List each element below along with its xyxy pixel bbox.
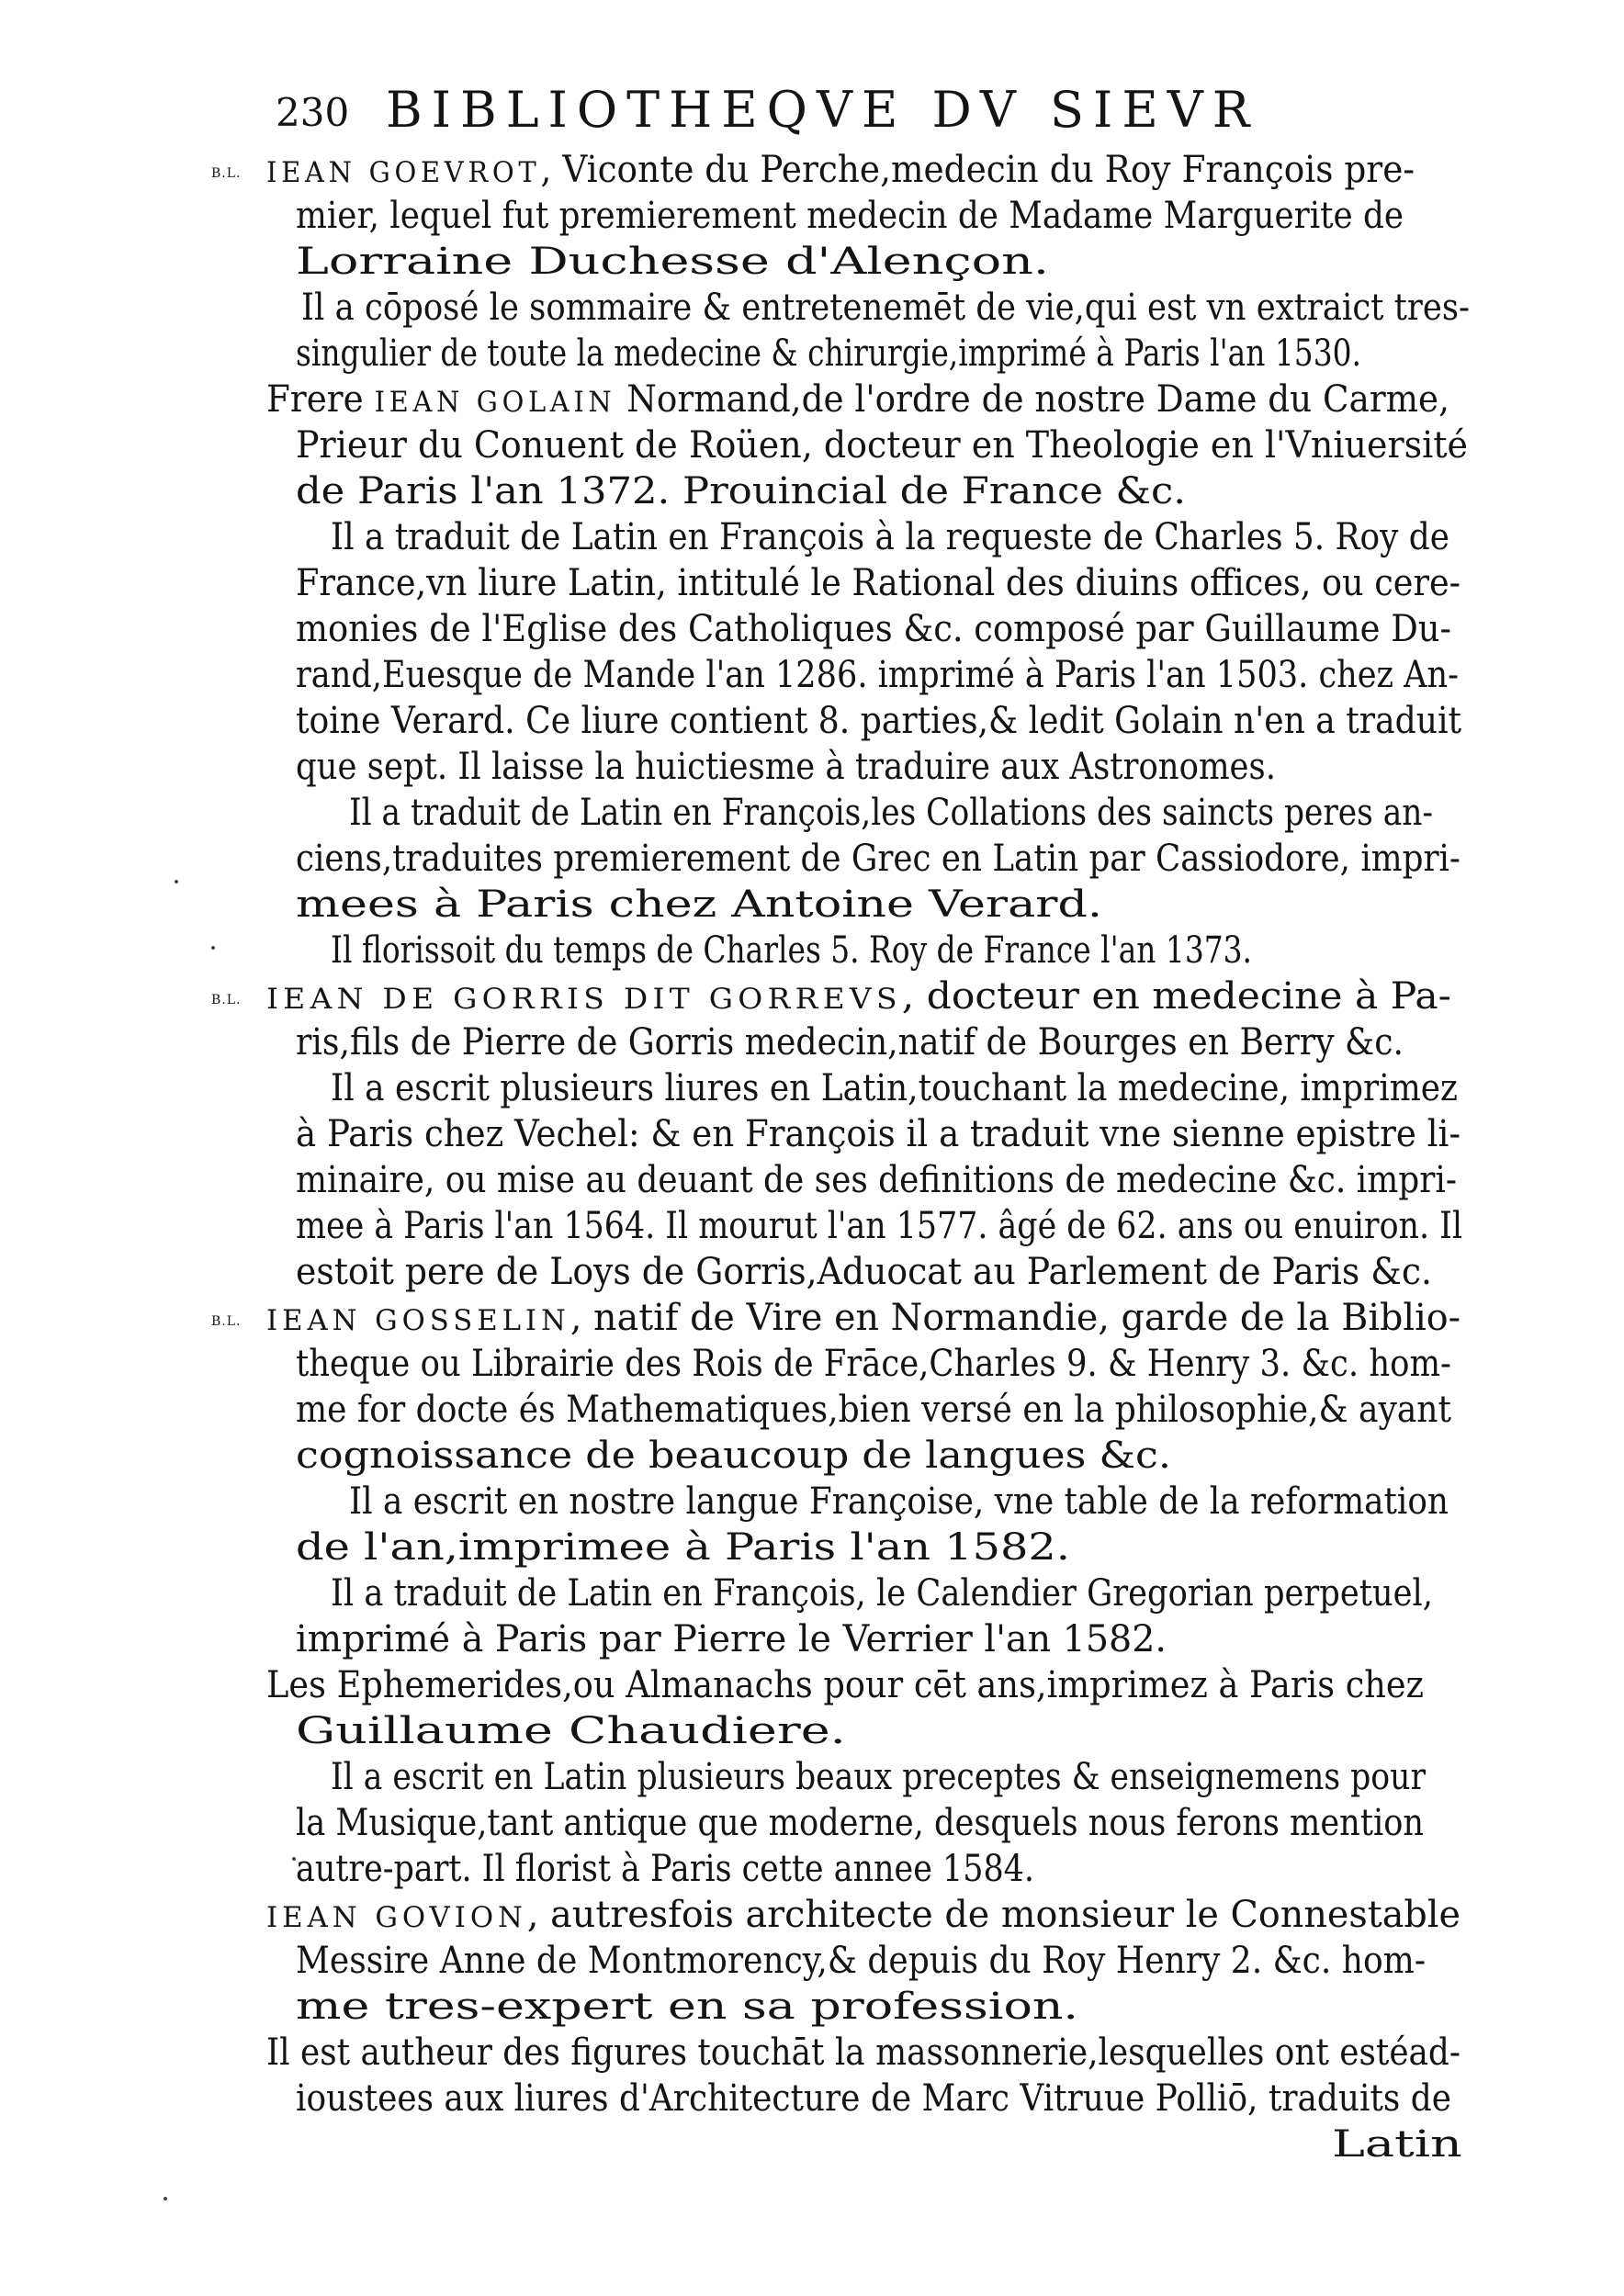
line-text — [296, 882, 1102, 928]
line-text — [296, 560, 1460, 606]
text-run: la Musique,tant antique que moderne, desquels nous ferons mention — [296, 1802, 1424, 1844]
line-text — [296, 1800, 1424, 1846]
line-text — [296, 1616, 1167, 1662]
entry-name: IEAN GOEVROT — [266, 156, 541, 189]
text-run: de Paris l'an 1372. Prouincial de France &c. — [296, 470, 1186, 512]
text-line — [266, 2076, 1460, 2122]
text-run: mees à Paris chez Antoine Verard. — [296, 884, 1102, 926]
text-line — [266, 836, 1460, 882]
text-line — [266, 1938, 1460, 1984]
text-run: theque ou Librairie des Rois de Frāce,Charles 9. & Henry 3. &c. hom- — [296, 1343, 1451, 1385]
text-run: mee à Paris l'an 1564. Il mourut l'an 1577. âgé de 62. ans ou enuiron. Il — [296, 1205, 1462, 1247]
line-text — [331, 514, 1449, 560]
text-run: me for docte és Mathematiques,bien versé en la philosophie,& ayant — [296, 1389, 1451, 1431]
text-run: Il a traduit de Latin en François à la requeste de Charles 5. Roy de — [331, 516, 1449, 558]
text-run: , natif de Vire en Normandie, garde de la Biblio- — [570, 1297, 1460, 1339]
text-run: Il a cōposé le sommaire & entretenemēt de vie,qui est vn extraict tres- — [301, 287, 1470, 329]
entry-name: IEAN DE GORRIS DIT GORREVS — [266, 983, 902, 1016]
text-line — [266, 1249, 1460, 1295]
line-text — [296, 193, 1404, 239]
line-text — [296, 1019, 1404, 1065]
text-line — [266, 1065, 1460, 1111]
text-run: que sept. Il laisse la huictiesme à traduire aux Astronomes. — [296, 746, 1276, 788]
text-run: me tres-expert en sa profession. — [296, 1986, 1078, 2028]
text-block — [211, 147, 1470, 2177]
line-text — [296, 1157, 1457, 1203]
line-text — [301, 285, 1470, 331]
text-line — [266, 1157, 1460, 1203]
line-text — [296, 331, 1361, 377]
text-line — [211, 974, 1460, 1019]
text-run: estoit pere de Loys de Gorris,Aduocat au Parlement de Paris &c. — [296, 1251, 1432, 1293]
text-run: Il a traduit de Latin en François, le Calendier Gregorian perpetuel, — [331, 1572, 1433, 1615]
text-line — [266, 882, 1460, 928]
line-text — [296, 2076, 1451, 2122]
marginal-mark: B.L. — [211, 993, 242, 1007]
text-line — [211, 1295, 1460, 1341]
text-line — [266, 1341, 1460, 1387]
text-line — [266, 193, 1460, 239]
text-run: minaire, ou mise au deuant de ses definitions de medecine &c. impri- — [296, 1159, 1457, 1201]
text-line — [266, 239, 1460, 285]
page-number: 230 — [276, 90, 350, 135]
text-run: rand,Euesque de Mande l'an 1286. imprimé à Paris l'an 1503. chez An- — [296, 654, 1459, 696]
text-line — [266, 377, 1460, 422]
line-text — [296, 1525, 1070, 1570]
text-line — [266, 1479, 1460, 1525]
text-line — [266, 1708, 1460, 1754]
text-run: , Viconte du Perche,medecin du Roy François pre- — [540, 149, 1415, 191]
line-text — [296, 422, 1468, 468]
line-text — [296, 1846, 1034, 1892]
text-run: de l'an,imprimee à Paris l'an 1582. — [296, 1526, 1070, 1569]
text-run: mier, lequel fut premierement medecin de Madame Marguerite de — [296, 195, 1404, 237]
text-run: Normand,de l'ordre de nostre Dame du Carme, — [615, 378, 1449, 421]
text-run: Il a escrit en Latin plusieurs beaux preceptes & enseignemens pour — [331, 1756, 1426, 1798]
text-line — [211, 147, 1460, 193]
line-text — [296, 239, 1049, 285]
text-line — [266, 1570, 1460, 1616]
line-text — [296, 1938, 1426, 1984]
entry-name: IEAN GOLAIN — [374, 386, 616, 419]
text-run: singulier de toute la medecine & chirurgie,imprimé à Paris l'an 1530. — [296, 332, 1361, 375]
text-run: monies de l'Eglise des Catholiques &c. composé par Guillaume Du- — [296, 608, 1451, 650]
line-text — [296, 744, 1276, 790]
text-line — [266, 1387, 1460, 1433]
text-run: Prieur du Conuent de Roüen, docteur en Theologie en l'Vniuersité — [296, 424, 1468, 467]
line-text — [296, 1203, 1462, 1249]
text-line — [266, 468, 1460, 514]
line-text — [296, 698, 1461, 744]
text-run: ris,fils de Pierre de Gorris medecin,natif de Bourges en Berry &c. — [296, 1021, 1404, 1064]
line-text — [331, 1754, 1426, 1800]
text-run: ioustees aux liures d'Architecture de Marc Vitruue Polliō, traduits de — [296, 2077, 1451, 2120]
line-text — [296, 468, 1186, 514]
text-line — [266, 1019, 1460, 1065]
line-text — [331, 1570, 1433, 1616]
text-run: Il a escrit en nostre langue Françoise, vne table de la reformation — [349, 1480, 1449, 1523]
line-text — [296, 606, 1451, 652]
text-line — [266, 928, 1460, 974]
text-line — [266, 1662, 1460, 1708]
text-run: cognoissance de beaucoup de langues &c. — [296, 1435, 1171, 1477]
text-line — [266, 422, 1468, 468]
line-text — [296, 1111, 1460, 1157]
text-line — [266, 606, 1460, 652]
line-text — [296, 1249, 1432, 1295]
text-run: imprimé à Paris par Pierre le Verrier l'an 1582. — [296, 1618, 1167, 1660]
text-run: Les Ephemerides,ou Almanachs pour cēt ans,imprimez à Paris chez — [266, 1664, 1424, 1706]
line-text — [266, 147, 1415, 196]
line-text — [331, 1065, 1458, 1111]
marginal-mark: B.L. — [211, 166, 242, 181]
text-run: Guillaume Chaudiere. — [296, 1710, 846, 1752]
text-line — [266, 790, 1460, 836]
text-run: à Paris chez Vechel: & en François il a traduit vne sienne epistre li- — [296, 1113, 1460, 1155]
text-line — [266, 1525, 1460, 1570]
line-text — [266, 1295, 1460, 1344]
line-text — [266, 2030, 1460, 2076]
text-line — [266, 514, 1460, 560]
text-line — [266, 1616, 1460, 1662]
catchword — [266, 2122, 1460, 2177]
text-run: France,vn liure Latin, intitulé le Rational des diuins offices, ou cere- — [296, 562, 1460, 604]
text-line — [266, 1203, 1460, 1249]
text-run: Il a escrit plusieurs liures en Latin,touchant la medecine, imprimez — [331, 1067, 1458, 1109]
text-run: toine Verard. Ce liure contient 8. parties,& ledit Golain n'en a traduit — [296, 700, 1461, 742]
text-line — [266, 1846, 1460, 1892]
text-run: Il a traduit de Latin en François,les Collations des saincts peres an- — [349, 792, 1433, 834]
text-run: Lorraine Duchesse d'Alençon. — [296, 241, 1050, 283]
line-text — [296, 652, 1459, 698]
line-text — [296, 1433, 1171, 1479]
ink-speck — [164, 2197, 167, 2200]
line-text — [266, 1892, 1460, 1941]
line-text — [349, 790, 1433, 836]
text-line — [266, 285, 1470, 331]
text-run: Messire Anne de Montmorency,& depuis du Roy Henry 2. &c. hom- — [296, 1940, 1426, 1982]
text-line — [266, 1800, 1460, 1846]
text-run: ciens,traduites premierement de Grec en Latin par Cassiodore, impri- — [296, 838, 1460, 880]
text-run: Frere — [266, 378, 375, 421]
line-text — [296, 836, 1460, 882]
ink-speck — [211, 946, 215, 950]
text-line — [266, 744, 1460, 790]
entry-name: IEAN GOSSELIN — [266, 1304, 570, 1337]
text-run: autre-part. Il florist à Paris cette annee 1584. — [296, 1848, 1034, 1890]
text-line — [266, 560, 1460, 606]
text-run: Il est autheur des figures touchāt la massonnerie,lesquelles ont estéad- — [266, 2032, 1460, 2074]
text-line — [266, 1984, 1460, 2030]
entry-name: IEAN GOVION — [266, 1901, 527, 1934]
line-text — [266, 377, 1449, 425]
marginal-mark: B.L. — [211, 1314, 242, 1329]
running-head: BIBLIOTHEQVE DV SIEVR — [386, 81, 1259, 139]
text-line — [266, 1754, 1460, 1800]
text-line — [266, 1433, 1460, 1479]
line-text — [296, 1387, 1451, 1433]
text-line — [266, 652, 1460, 698]
line-text — [331, 928, 1252, 974]
text-line — [266, 331, 1460, 377]
line-text — [266, 974, 1451, 1022]
ink-speck — [175, 880, 178, 884]
line-text — [349, 1479, 1449, 1525]
text-line — [266, 698, 1460, 744]
ink-speck — [292, 1857, 296, 1861]
catchword-text: Latin — [1332, 2123, 1462, 2166]
line-text — [296, 1341, 1451, 1387]
text-line — [266, 1892, 1460, 1938]
text-run: , autresfois architecte de monsieur le Connestable — [526, 1894, 1460, 1936]
text-run: Il florissoit du temps de Charles 5. Roy de France l'an 1373. — [331, 929, 1252, 972]
line-text — [296, 1984, 1078, 2030]
text-line — [266, 2030, 1460, 2076]
line-text — [296, 1708, 846, 1754]
text-line — [266, 1111, 1460, 1157]
text-run: , docteur en medecine à Pa- — [901, 975, 1451, 1018]
line-text — [266, 1662, 1424, 1708]
page-header — [276, 77, 1268, 151]
